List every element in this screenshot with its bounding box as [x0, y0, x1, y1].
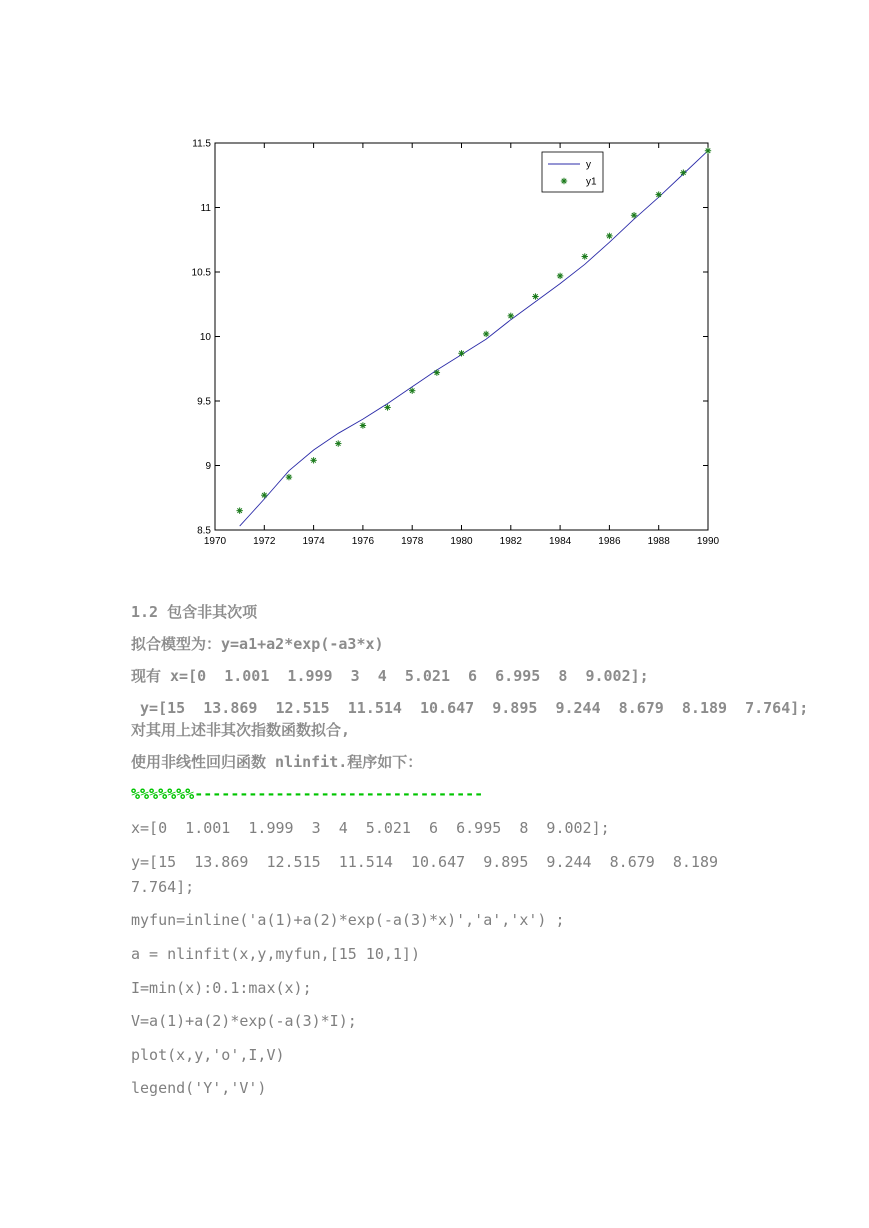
code-line-nlinfit: a = nlinfit(x,y,myfun,[15 10,1]) — [131, 945, 420, 963]
y-tick-label: 9 — [205, 461, 211, 472]
chart-svg — [180, 130, 730, 555]
x-tick-label: 1984 — [548, 536, 572, 547]
x-tick-label: 1974 — [302, 536, 325, 547]
y-data-text: y=[15 13.869 12.515 11.514 10.647 9.895 9.244 8.679 8.189 7.764]; — [131, 699, 809, 717]
x-tick-label: 1972 — [253, 536, 276, 547]
nlinfit-intro: 使用非线性回归函数 nlinfit.程序如下： — [131, 753, 423, 771]
data-point-y1 — [236, 507, 242, 513]
code-line-x: x=[0 1.001 1.999 3 4 5.021 6 6.995 8 9.002]; — [131, 819, 610, 837]
data-point-y1 — [680, 169, 686, 175]
code-line-y: y=[15 13.869 12.515 11.514 10.647 9.895 9.244 8.679 8.189 — [131, 853, 718, 871]
data-point-y1 — [656, 191, 662, 197]
y-tick-label: 10.5 — [191, 267, 211, 279]
x-tick-label: 1980 — [450, 536, 473, 547]
code-line-eval: V=a(1)+a(2)*exp(-a(3)*I); — [131, 1012, 357, 1030]
legend-label-y: y — [586, 159, 591, 171]
x-tick-label: 1982 — [499, 536, 522, 547]
data-point-y1 — [557, 273, 563, 279]
y-tick-label: 10 — [199, 332, 211, 343]
x-tick-label: 1978 — [401, 536, 424, 547]
y-tick-label: 8.5 — [197, 525, 211, 537]
section-heading: 1.2 包含非其次项 — [131, 603, 258, 621]
code-line-myfun: myfun=inline('a(1)+a(2)*exp(-a(3)*x)','a','x') ; — [131, 911, 565, 929]
comment-divider: %%%%%%%-------------------------------- — [131, 785, 484, 803]
y-tick-label: 11 — [200, 203, 211, 214]
legend-swatch-y1 — [561, 178, 567, 184]
model-description: 拟合模型为：y=a1+a2*exp(-a3*x) — [131, 635, 384, 653]
code-line-y-cont: 7.764]; — [131, 878, 195, 896]
x-tick-label: 1990 — [696, 536, 720, 547]
code-line-range: I=min(x):0.1:max(x); — [131, 979, 312, 997]
data-point-y1 — [606, 233, 612, 239]
code-line-plot: plot(x,y,'o',I,V) — [131, 1046, 285, 1064]
code-line-legend: legend('Y','V') — [131, 1079, 267, 1097]
chart-figure — [180, 130, 730, 555]
x-tick-label: 1986 — [598, 536, 621, 547]
x-tick-label: 1976 — [351, 536, 375, 547]
data-point-y1 — [508, 313, 514, 319]
x-tick-label: 1970 — [203, 536, 227, 547]
data-point-y1 — [483, 331, 489, 337]
fit-description: 对其用上述非其次指数函数拟合, — [131, 721, 351, 739]
document-text — [131, 600, 809, 1100]
plot-area — [215, 143, 708, 530]
x-data-text: 现有 x=[0 1.001 1.999 3 4 5.021 6 6.995 8 9.002]; — [131, 667, 649, 685]
x-tick-label: 1988 — [647, 536, 670, 547]
y-tick-label: 11.5 — [192, 138, 211, 150]
y-tick-label: 9.5 — [197, 396, 211, 408]
legend-label-y1: y1 — [586, 176, 597, 188]
